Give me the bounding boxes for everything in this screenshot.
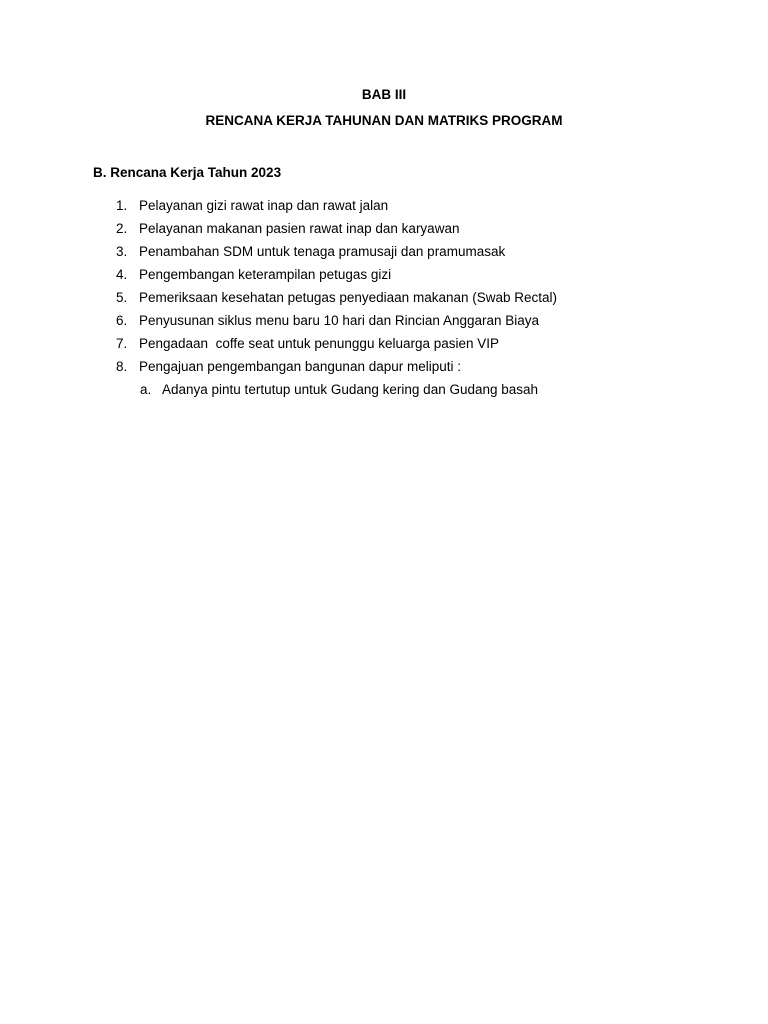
- list-item-number: 2.: [116, 221, 128, 236]
- list-item-number: 4.: [116, 267, 128, 282]
- chapter-title: RENCANA KERJA TAHUNAN DAN MATRIKS PROGRAM: [205, 113, 563, 128]
- list-item-text: Pengajuan pengembangan bangunan dapur meliputi :: [139, 359, 462, 374]
- list-item-text: Pelayanan gizi rawat inap dan rawat jalan: [139, 198, 389, 213]
- list-item-text: Penyusunan siklus menu baru 10 hari dan Rincian Anggaran Biaya: [139, 313, 540, 328]
- list-item-text: Pelayanan makanan pasien rawat inap dan karyawan: [139, 221, 460, 236]
- sub-list-item-letter: a.: [140, 382, 152, 397]
- section-heading: B. Rencana Kerja Tahun 2023: [93, 165, 282, 180]
- list-item-text: Penambahan SDM untuk tenaga pramusaji dan pramumasak: [139, 244, 506, 259]
- list-item-number: 3.: [116, 244, 128, 259]
- sub-list-item-text: Adanya pintu tertutup untuk Gudang kering dan Gudang basah: [162, 382, 539, 397]
- list-item-text: Pengadaan coffe seat untuk penunggu keluarga pasien VIP: [139, 336, 500, 351]
- list-item-number: 7.: [116, 336, 128, 351]
- chapter-label: BAB III: [361, 87, 407, 102]
- list-item-number: 8.: [116, 359, 128, 374]
- list-item-text: Pengembangan keterampilan petugas gizi: [139, 267, 392, 282]
- list-item-number: 6.: [116, 313, 128, 328]
- list-item-number: 5.: [116, 290, 128, 305]
- list-item-number: 1.: [116, 198, 128, 213]
- list-item-text: Pemeriksaan kesehatan petugas penyediaan makanan (Swab Rectal): [139, 290, 558, 305]
